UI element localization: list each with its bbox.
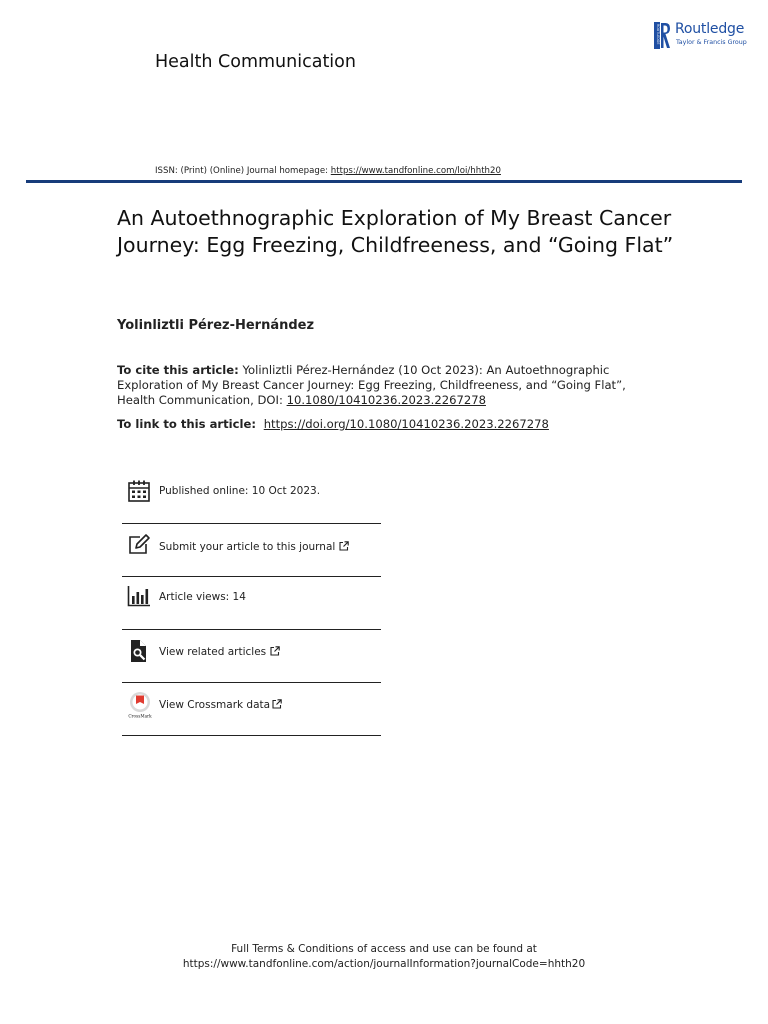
citation-doi-link[interactable]: 10.1080/10410236.2023.2267278	[286, 393, 486, 408]
submit-row[interactable]	[122, 524, 381, 577]
footer-url: https://www.tandfonline.com/action/journalInformation?journalCode=hhth20	[182, 958, 586, 970]
citation-label: To cite this article:	[117, 363, 239, 377]
publisher-group: Taylor & Francis Group	[676, 39, 747, 46]
routledge-logo	[654, 22, 754, 50]
crossmark-label: View Crossmark data	[159, 699, 271, 711]
external-link-icon	[272, 699, 282, 709]
crossmark-row[interactable]	[122, 683, 381, 736]
article-author: Yolinliztli Pérez-Hernández	[117, 318, 315, 333]
related-row[interactable]	[122, 630, 381, 683]
journal-homepage-link[interactable]: https://www.tandfonline.com/loi/hhth20	[330, 166, 501, 176]
article-title: An Autoethnographic Exploration of My Breast Cancer Journey: Egg Freezing, Childfreeness, and “Going Flat”	[117, 206, 674, 257]
footer	[0, 942, 768, 972]
publisher-name: Routledge	[675, 21, 745, 37]
bar-chart-icon	[127, 584, 151, 608]
header-rule	[26, 180, 742, 183]
views-row	[122, 577, 381, 630]
crossmark-link[interactable]	[159, 699, 282, 711]
routledge-logo-icon	[654, 22, 671, 49]
citation-block	[117, 363, 662, 409]
published-row	[122, 472, 381, 524]
logo-spine-text: ROUTLEDGE	[656, 24, 660, 45]
crossmark-badge-text: CrossMark	[128, 713, 152, 719]
article-views: Article views: 14	[159, 591, 246, 603]
related-articles-link[interactable]	[159, 646, 280, 658]
journal-title: Health Communication	[155, 52, 356, 72]
submit-article-label: Submit your article to this journal	[159, 541, 336, 553]
published-date: Published online: 10 Oct 2023.	[159, 485, 321, 497]
article-link-line	[117, 417, 549, 431]
edit-icon	[127, 533, 151, 557]
submit-article-link[interactable]	[159, 541, 349, 553]
article-doi-link[interactable]: https://doi.org/10.1080/10410236.2023.2267278	[263, 417, 549, 431]
calendar-icon	[127, 479, 151, 503]
search-document-icon	[127, 639, 151, 663]
issn-text: ISSN: (Print) (Online) Journal homepage:	[155, 166, 331, 176]
external-link-icon	[339, 541, 349, 551]
footer-terms: Full Terms & Conditions of access and use can be found at	[231, 943, 537, 955]
issn-line	[155, 166, 501, 176]
related-articles-label: View related articles	[159, 646, 267, 658]
article-link-label: To link to this article:	[117, 417, 261, 431]
external-link-icon	[270, 646, 280, 656]
crossmark-icon	[127, 691, 153, 719]
citation-text: Yolinliztli Pérez-Hernández (10 Oct 2023): An Autoethnographic Exploration of My Breast Cancer Journey: Egg Freezing, Childfreeness, and “Going Flat”, Health Communication, DOI:	[117, 363, 626, 408]
article-info-list	[122, 472, 381, 736]
